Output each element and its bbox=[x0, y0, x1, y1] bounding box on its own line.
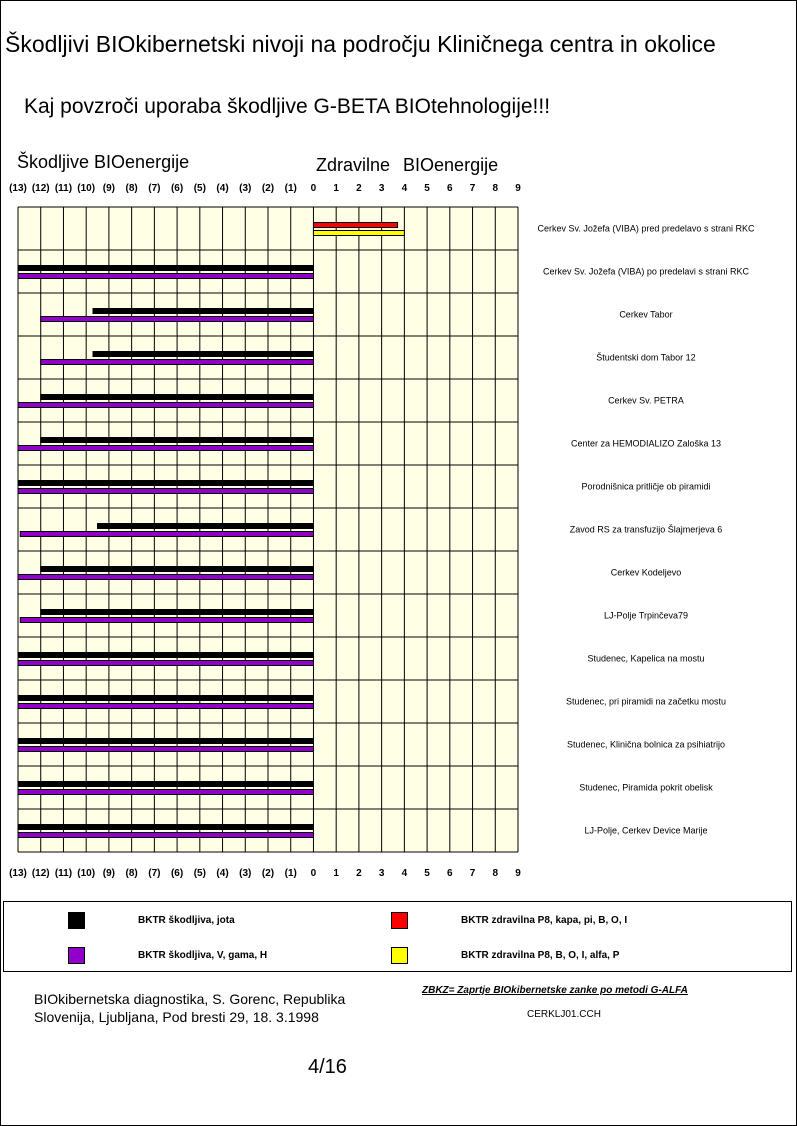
legend-swatch-purple bbox=[68, 947, 85, 964]
page-subtitle: Kaj povzroči uporaba škodljive G-BETA BIOtehnologije!!! bbox=[24, 95, 551, 118]
legend-swatch-yellow bbox=[391, 947, 408, 964]
tick-label: 2 bbox=[356, 868, 362, 879]
bar bbox=[20, 532, 313, 537]
tick-label: 0 bbox=[310, 868, 317, 879]
category-label: Studenec, Piramida pokrit obelisk bbox=[579, 782, 713, 793]
footer-note: ZBKZ= Zaprtje BIOkibernetske zanke po metodi G-ALFA bbox=[422, 985, 688, 996]
category-label: Center za HEMODIALIZO Zaloška 13 bbox=[570, 438, 722, 449]
footer-credits bbox=[34, 990, 345, 1026]
legend bbox=[3, 901, 792, 972]
bar bbox=[41, 317, 314, 322]
bar bbox=[18, 266, 313, 271]
tick-label: 5 bbox=[424, 183, 430, 194]
tick-label: (11) bbox=[54, 183, 73, 194]
tick-label: (8) bbox=[125, 183, 138, 194]
category-label: Zavod RS za transfuzijo Šlajmerjeva 6 bbox=[569, 524, 723, 535]
category-label: LJ-Polje Trpinčeva79 bbox=[603, 610, 689, 621]
bar bbox=[18, 274, 313, 279]
bar bbox=[41, 438, 314, 443]
bar bbox=[313, 231, 404, 236]
tick-label: (6) bbox=[170, 183, 184, 194]
category-label: Porodnišnica pritličje ob piramidi bbox=[581, 481, 711, 492]
category-label: Studenec, Klinična bolnica za psihiatrijo bbox=[566, 739, 726, 750]
tick-label: 1 bbox=[333, 183, 339, 194]
tick-label: 5 bbox=[424, 868, 430, 879]
tick-label: 2 bbox=[356, 183, 362, 194]
tick-label: (6) bbox=[170, 868, 184, 879]
tick-label: 7 bbox=[469, 868, 476, 879]
category-label: Študentski dom Tabor 12 bbox=[596, 352, 696, 363]
bar bbox=[20, 618, 313, 623]
tick-label: (10) bbox=[77, 868, 96, 879]
category-label: Cerkev Sv. PETRA bbox=[608, 395, 684, 406]
bar bbox=[93, 352, 313, 357]
legend-label-purple: BKTR škodljiva, V, gama, H bbox=[138, 950, 268, 961]
bar bbox=[313, 223, 397, 228]
page-number: 4/16 bbox=[308, 1056, 347, 1078]
tick-label: (1) bbox=[284, 183, 297, 194]
tick-label: 3 bbox=[378, 868, 385, 879]
bar bbox=[18, 661, 313, 666]
tick-label: 7 bbox=[469, 183, 476, 194]
tick-label: 0 bbox=[310, 183, 317, 194]
tick-label: (4) bbox=[216, 868, 229, 879]
legend-label-red: BKTR zdravilna P8, kapa, pi, B, O, I bbox=[461, 915, 628, 926]
tick-label: (13) bbox=[9, 868, 27, 879]
tick-label: 9 bbox=[515, 868, 521, 879]
tick-label: (1) bbox=[284, 868, 297, 879]
bar bbox=[18, 833, 313, 838]
tick-label: (5) bbox=[193, 868, 206, 879]
footer-line-2: Slovenija, Ljubljana, Pod bresti 29, 18. 3.1998 bbox=[34, 1009, 319, 1025]
bar bbox=[18, 481, 313, 486]
tick-label: (13) bbox=[9, 183, 27, 194]
bar bbox=[98, 524, 314, 529]
tick-label: (3) bbox=[239, 868, 252, 879]
legend-label-black: BKTR škodljiva, jota bbox=[138, 915, 235, 926]
tick-label: (8) bbox=[125, 868, 138, 879]
tick-label: (12) bbox=[31, 868, 50, 879]
tick-label: 3 bbox=[378, 183, 385, 194]
tick-label: (11) bbox=[54, 868, 73, 879]
bar bbox=[18, 489, 313, 494]
category-label: Cerkev Sv. Jožefa (VIBA) pred predelavo s strani RKC bbox=[537, 223, 755, 234]
category-label: Cerkev Tabor bbox=[619, 309, 673, 320]
bar bbox=[18, 575, 313, 580]
bar bbox=[18, 739, 313, 744]
footer-line-1: BIOkibernetska diagnostika, S. Gorenc, Republika bbox=[34, 991, 346, 1007]
bar bbox=[18, 790, 313, 795]
bar bbox=[18, 704, 313, 709]
tick-label: (10) bbox=[77, 183, 96, 194]
tick-label: (9) bbox=[102, 183, 116, 194]
legend-label-yellow: BKTR zdravilna P8, B, O, I, alfa, P bbox=[461, 950, 620, 961]
bar bbox=[41, 567, 314, 572]
tick-label: 4 bbox=[401, 868, 408, 879]
legend-swatch-black bbox=[68, 912, 85, 929]
bar bbox=[18, 446, 313, 451]
tick-label: 1 bbox=[333, 868, 339, 879]
tick-label: 4 bbox=[401, 183, 408, 194]
category-label: Studenec, pri piramidi na začetku mostu bbox=[565, 696, 727, 707]
bar bbox=[18, 747, 313, 752]
tick-label: (2) bbox=[261, 868, 275, 879]
tick-label: (7) bbox=[148, 183, 161, 194]
chart-area bbox=[1, 1, 796, 891]
bar bbox=[93, 309, 313, 314]
footer-file-name: CERKLJ01.CCH bbox=[527, 1009, 601, 1020]
legend-swatch-red bbox=[391, 912, 408, 929]
tick-label: 9 bbox=[515, 183, 521, 194]
category-label: LJ-Polje, Cerkev Device Marije bbox=[584, 825, 708, 836]
bar bbox=[18, 825, 313, 830]
bar bbox=[41, 610, 314, 615]
category-label: Cerkev Kodeljevo bbox=[610, 567, 682, 578]
bar bbox=[18, 653, 313, 658]
tick-label: (12) bbox=[31, 183, 50, 194]
page-title: Škodljivi BIOkibernetski nivoji na področju Kliničnega centra in okolice bbox=[5, 31, 716, 57]
tick-label: (9) bbox=[102, 868, 116, 879]
tick-label: (7) bbox=[148, 868, 161, 879]
bar bbox=[18, 782, 313, 787]
tick-label: (4) bbox=[216, 183, 229, 194]
tick-label: 8 bbox=[492, 183, 499, 194]
harmful-energies-header: Škodljive BIOenergije bbox=[17, 152, 190, 172]
bar bbox=[18, 403, 313, 408]
tick-label: 6 bbox=[447, 183, 453, 194]
bar bbox=[41, 360, 314, 365]
tick-label: (5) bbox=[193, 183, 206, 194]
bar bbox=[18, 696, 313, 701]
healing-energies-header: Zdravilne BIOenergije bbox=[316, 155, 499, 175]
category-label: Cerkev Sv. Jožefa (VIBA) po predelavi s strani RKC bbox=[543, 266, 749, 277]
tick-label: 6 bbox=[447, 868, 453, 879]
category-label: Studenec, Kapelica na mostu bbox=[587, 653, 705, 664]
tick-label: (3) bbox=[239, 183, 252, 194]
tick-label: 8 bbox=[492, 868, 499, 879]
bar bbox=[41, 395, 314, 400]
tick-label: (2) bbox=[261, 183, 275, 194]
